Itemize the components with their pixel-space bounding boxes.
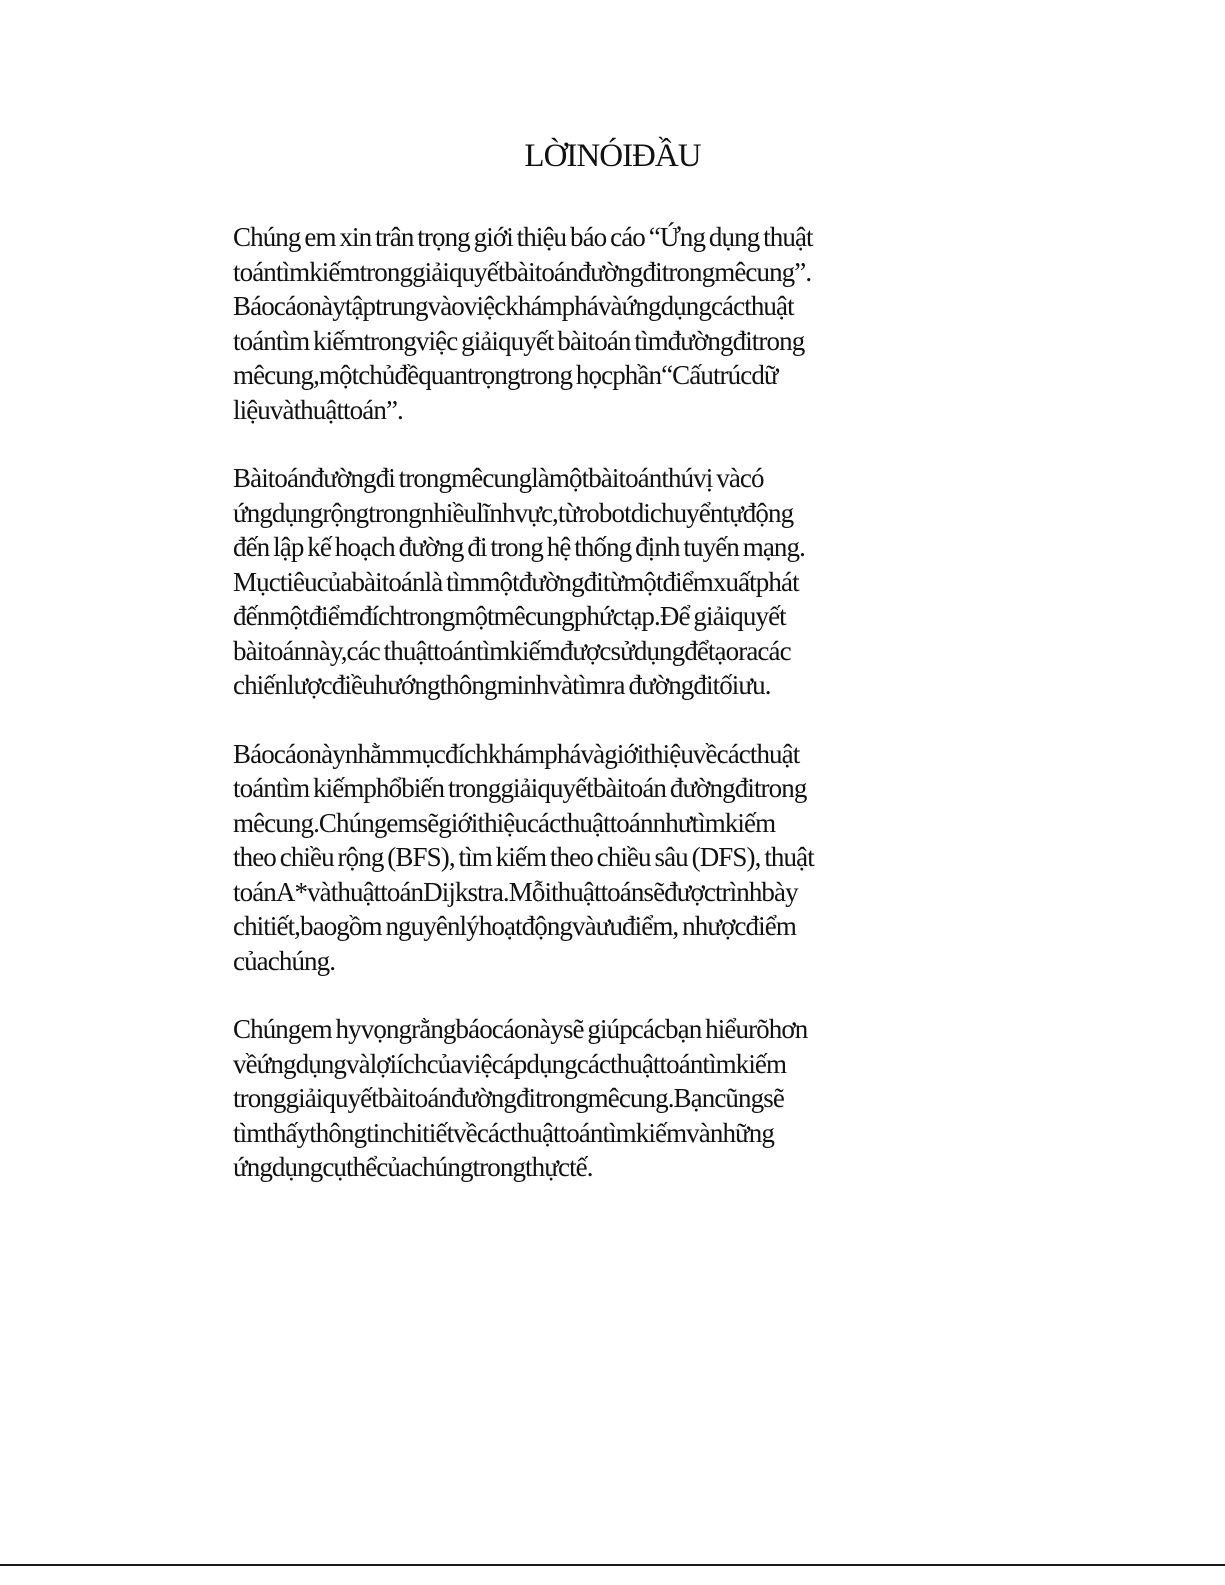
text-line: liệuvàthuậttoán”. [233, 394, 403, 425]
text-line: Bàitoánđườngđi trongmêcunglàmộtbàitoánthúvị vàcó [233, 463, 764, 493]
text-line: củachúng. [233, 945, 336, 976]
text-line: Chúng em xin trân trọng giới thiệu báo cáo “Ứng dụng thuật [233, 222, 813, 252]
text-line: vềứngdụngvàlợiíchcủaviệcápdụngcácthuậttoántìmkiếm [233, 1048, 787, 1079]
text-line: bàitoánnày,các thuậttoántìmkiếmđượcsửdụngđểtạoracác [233, 635, 791, 666]
text-line: đếnmộtđiểmđíchtrongmộtmêcungphứctạp.Để giảiquyết [233, 601, 786, 631]
text-line: Mụctiêucủabàitoánlà tìmmộtđườngđitừmộtđiểmxuấtphát [233, 566, 799, 597]
text-line: Báocáonàynhằmmụcđíchkhámphávàgiớithiệuvềcácthuật [233, 738, 800, 769]
text-line: toántìm kiếmphổbiến tronggiảiquyếtbàitoán đườngđitrong [233, 773, 807, 803]
text-line: theo chiều rộng (BFS), tìm kiếm theo chiều sâu (DFS), thuật [233, 842, 814, 872]
text-line: chiếnlượcđiềuhướngthôngminhvàtìmra đườngđitốiưu. [233, 670, 771, 700]
text-line: toántìmkiếmtronggiảiquyếtbàitoánđườngđitrongmêcung”. [233, 256, 812, 287]
paragraph-introduction [233, 220, 963, 427]
text-line: tìmthấythôngtinchitiếtvềcácthuậttoántìmkiếmvànhững [233, 1117, 774, 1148]
text-line: mêcung.Chúngemsẽgiớithiệucácthuậttoánnhưtìmkiếm [233, 807, 776, 838]
text-line: ứngdụngrộngtrongnhiềulĩnhvực,từrobotdichuyểntựđộng [233, 497, 794, 528]
paragraph-algorithms [233, 737, 963, 979]
text-line: Báocáonàytậptrungvàoviệckhámphávàứngdụngcácthuật [233, 291, 794, 321]
text-line: tronggiảiquyếtbàitoánđườngđitrongmêcung.Bạncũngsẽ [233, 1083, 784, 1113]
paragraph-conclusion [233, 1012, 963, 1185]
page-title: LỜINÓIĐẦU [524, 138, 701, 174]
text-line: chitiết,baogồm nguyênlýhoạtđộngvàưuđiểm, nhượcđiểm [233, 911, 796, 941]
paragraph-problem [233, 461, 963, 703]
text-line: toánA*vàthuậttoánDijkstra.Mỗithuậttoánsẽđượctrìnhbày [233, 876, 798, 907]
text-line: toántìm kiếmtrongviệc giảiquyết bàitoán tìmđườngđitrong [233, 325, 805, 356]
text-line: mêcung,mộtchủđềquantrọngtrong họcphần“Cấutrúcdữ [233, 360, 778, 390]
text-line: Chúngem hyvọngrằngbáocáonàysẽ giúpcácbạn hiểurõhơn [233, 1014, 808, 1044]
text-line: ứngdụngcụthểcủachúngtrongthựctế. [233, 1152, 593, 1182]
text-line: đến lập kế hoạch đường đi trong hệ thống định tuyến mạng. [233, 532, 805, 562]
page-bottom-rule [0, 1564, 1225, 1566]
document-body [233, 220, 963, 1219]
